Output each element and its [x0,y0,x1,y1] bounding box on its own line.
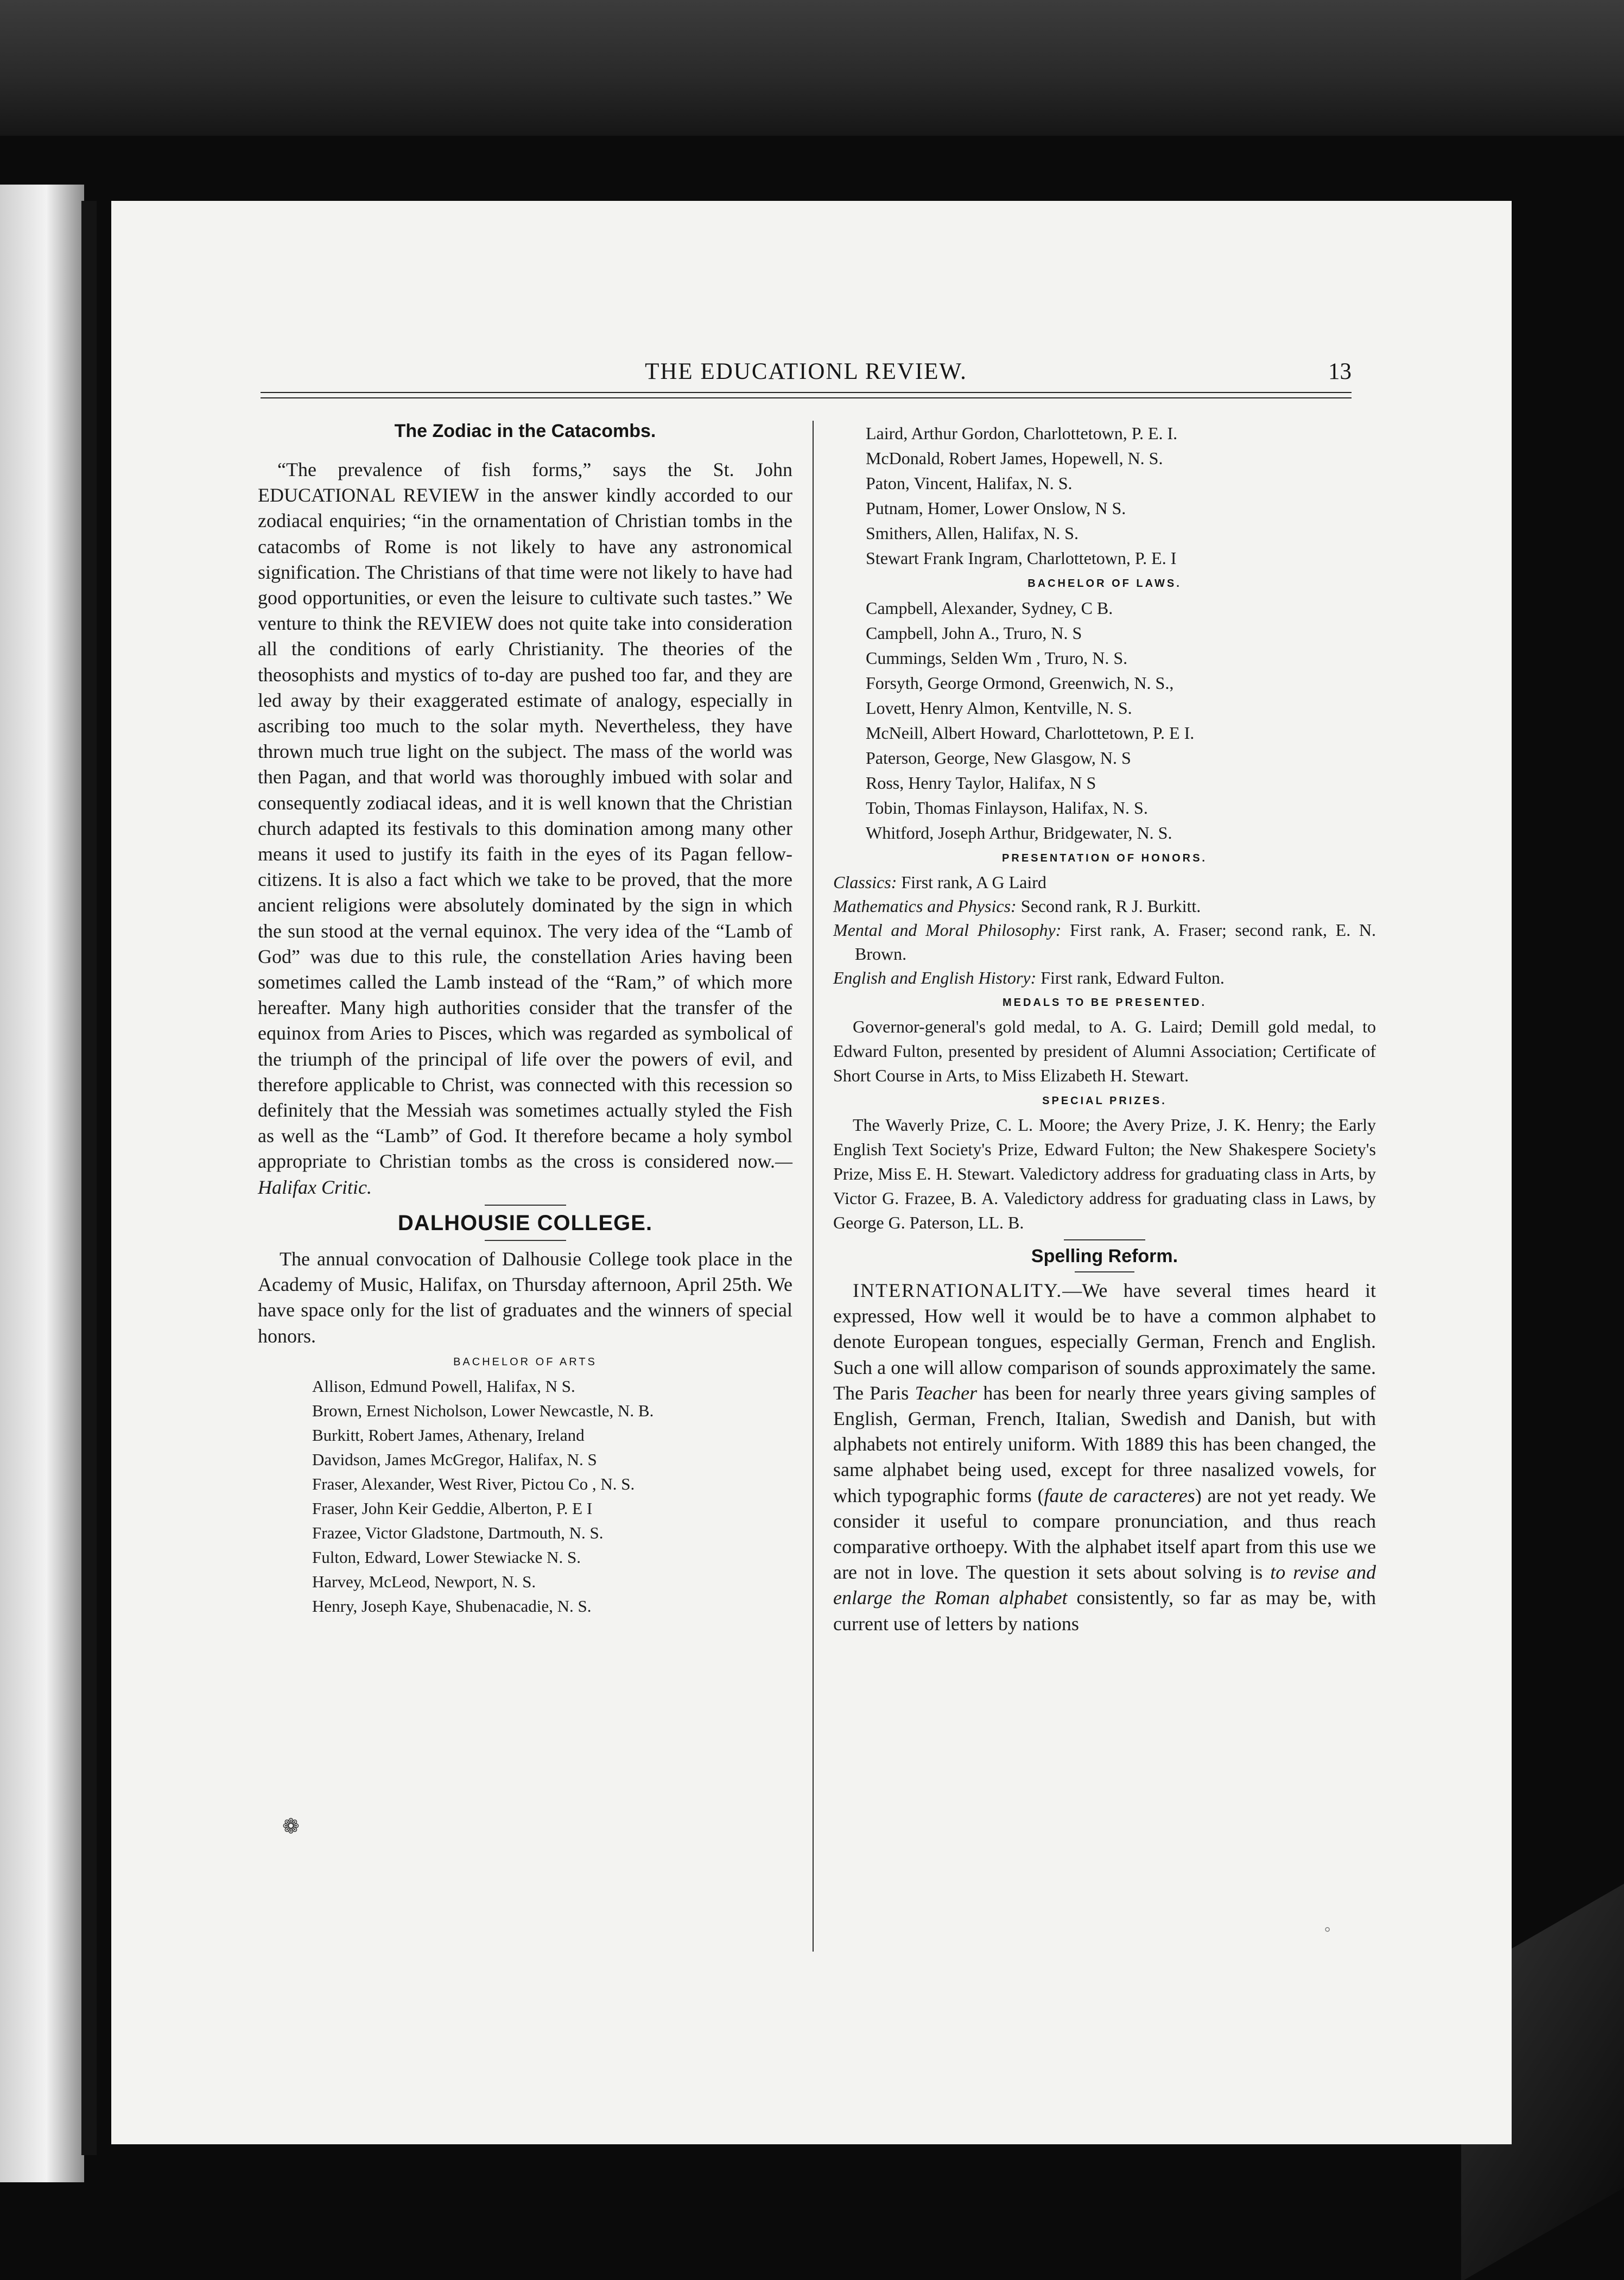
honor-text: Second rank, R J. Burkitt. [1016,896,1201,916]
arts-graduates-list [258,1374,792,1618]
paper-page [111,201,1512,2144]
header-rule [261,397,1352,398]
list-item: Davidson, James McGregor, Halifax, N. S [312,1449,597,1469]
section-divider [1075,1271,1134,1272]
section-divider [1064,1239,1145,1240]
left-column [258,421,792,1618]
list-item: Campbell, Alexander, Sydney, C B. [866,598,1113,618]
honor-subject: English and English History: [833,968,1037,987]
honor-subject: Mathematics and Physics: [833,896,1017,916]
honor-text: First rank, A. Fraser; second rank, E. N. Brown. [855,920,1376,964]
right-column [833,421,1376,1637]
spelling-lead-word: INTERNATIONALITY. [853,1280,1063,1301]
spelling-text: has been for nearly three years giving samples of English, German, French, Italian, Swedish and Danish, but with alphabets not entirely uniform. With 1889 this has been changed, the same alphabet being used, except for three nasalized vowels, for which typographic forms ( [833,1382,1376,1506]
list-item: Paton, Vincent, Halifax, N. S. [866,473,1073,493]
honor-text: First rank, A G Laird [897,872,1046,892]
list-item: McDonald, Robert James, Hopewell, N. S. [866,448,1163,468]
column-divider [813,421,814,1952]
page-header [261,358,1352,415]
honor-subject: Classics: [833,872,897,892]
spelling-text: ) are not yet ready. We consider it useful to compare pronunciation, and thus reach comparative orthoepy. With the alphabet itself apart from this use we are not in love. The question it sets about solving is [833,1484,1376,1584]
list-item: Ross, Henry Taylor, Halifax, N S [866,773,1096,793]
list-item: Burkitt, Robert James, Athenary, Ireland [312,1425,585,1445]
list-item: Smithers, Allen, Halifax, N. S. [866,523,1079,543]
list-item: Fraser, Alexander, West River, Pictou Co , N. S. [312,1474,635,1493]
list-item: Stewart Frank Ingram, Charlottetown, P. E. I [866,548,1177,568]
prizes-paragraph: The Waverly Prize, C. L. Moore; the Avery Prize, J. K. Henry; the Early English Text Society's Prize, Edward Fulton; the New Shakespere Society's Prize, Miss E. H. Stewart. Valedictory address for graduating class in Arts, by Victor G. Frazee, B. A. Valedictory address for graduating class in Laws, by George G. Paterson, LL. B. [833,1115,1376,1232]
spelling-italic: faute de caracteres [1044,1484,1195,1506]
spelling-italic: Teacher [915,1382,978,1404]
list-item: Forsyth, George Ormond, Greenwich, N. S., [866,673,1174,693]
spelling-italic: to revise and enlarge the Roman alphabet [833,1561,1376,1609]
list-item: Campbell, John A., Truro, N. S [866,623,1082,643]
section-divider [485,1205,566,1206]
honor-entry [833,918,1376,966]
dalhousie-intro: The annual convocation of Dalhousie College took place in the Academy of Music, Halifax, on Thursday afternoon, April 25th. We have space only for the list of graduates and the winners of special honors. [258,1247,792,1347]
list-item: Cummings, Selden Wm , Truro, N. S. [866,648,1128,668]
zodiac-attribution: —Halifax Critic. [258,1150,792,1198]
arts-heading: BACHELOR OF ARTS [453,1356,597,1368]
background-shelf [0,0,1624,136]
laws-graduates-list [833,596,1376,845]
laws-heading: BACHELOR OF LAWS. [1027,578,1182,590]
list-item: Paterson, George, New Glasgow, N. S [866,748,1131,768]
article-title-zodiac: The Zodiac in the Catacombs. [394,421,656,441]
list-item: Brown, Ernest Nicholson, Lower Newcastle, N. B. [312,1401,654,1420]
list-item: Lovett, Henry Almon, Kentville, N. S. [866,698,1132,718]
list-item: Laird, Arthur Gordon, Charlottetown, P. E. I. [866,423,1178,443]
page-number: 13 [1328,359,1352,384]
honor-subject: Mental and Moral Philosophy: [833,920,1062,940]
header-rule [261,392,1352,393]
spine-shadow [81,201,97,2155]
honor-entry [833,966,1376,990]
spelling-text: —We have several times heard it expressed, How well it would be to have a common alphabet to denote European tongues, especially German, French and English. Such a one will allow comparison of sounds approximately the same. The Paris [833,1280,1376,1404]
list-item: Whitford, Joseph Arthur, Bridgewater, N. S. [866,823,1172,843]
list-item: Harvey, McLeod, Newport, N. S. [312,1572,536,1591]
honors-heading: PRESENTATION OF HONORS. [1002,852,1207,864]
list-item: Fraser, John Keir Geddie, Alberton, P. E I [312,1498,593,1518]
honor-entry [833,894,1376,918]
article-title-dalhousie: DALHOUSIE COLLEGE. [397,1211,653,1235]
zodiac-body: “The prevalence of fish forms,” says the St. John EDUCATIONAL REVIEW in the answer kindly accorded to our zodiacal enquiries; “in the ornamentation of Christian tombs in the catacombs of Rome is not likely to have any astronomical signification. The Christians of that time were not likely to have had good opportunities, or even the leisure to cultivate such tastes.” We venture to think the REVIEW does not quite take into consideration all the conditions of early Christianity. The theories of the theosophists and mystics of to-day are pushed too far, and they are led away by their exaggerated estimate of analogy, especially in ascribing too much to the solar myth. Nevertheless, they have thrown much true light on the subject. The mass of the world was then Pagan, and that world was thoroughly imbued with solar and consequently zodiacal ideas, and it is well known that the Christian church adapted its festivals to this domination among many other means it used to justify its faith in the eyes of its Pagan fellow-citizens. It is also a fact which we take to be proved, that the more ancient religions were absolutely dominated by the sign in which the sun stood at the vernal equinox. The very idea of the “Lamb of God” was due to this rule, the constellation Aries having been sometimes called the Lamb instead of the “Ram,” of which more hereafter. Many high authorities consider that the transfer of the equinox from Aries to Pisces, which was regarded as symbolical of the triumph of the principal of life over the powers of evil, and therefore applicable to Christ, was connected with this recession so definitely that the Messiah was sometimes actually styled the Fish as well as the “Lamb” of God. It therefore became a holy symbol appropriate to Christian tombs as the cross is considered now. [258,459,792,1173]
arts-graduates-list-continued [833,421,1376,571]
list-item: Henry, Joseph Kaye, Shubenacadie, N. S. [312,1596,592,1616]
ink-smudge-mark: ❁ [282,1815,300,1838]
stray-mark: ° [1324,1924,1331,1941]
list-item: Allison, Edmund Powell, Halifax, N S. [312,1376,575,1396]
book-spine [0,185,84,2182]
article-title-spelling: Spelling Reform. [1031,1246,1178,1266]
zodiac-paragraph [258,457,792,1200]
section-divider [485,1240,566,1241]
list-item: Frazee, Victor Gladstone, Dartmouth, N. S. [312,1523,604,1542]
list-item: Tobin, Thomas Finlayson, Halifax, N. S. [866,798,1148,818]
honor-text: First rank, Edward Fulton. [1036,968,1225,987]
list-item: McNeill, Albert Howard, Charlottetown, P. E I. [866,723,1195,743]
running-title: THE EDUCATIONL REVIEW. [645,359,967,384]
honor-entry [833,870,1376,894]
list-item: Fulton, Edward, Lower Stewiacke N. S. [312,1547,581,1567]
spelling-text: consistently, so far as may be, with current use of letters by nations [833,1587,1376,1635]
medals-paragraph: Governor-general's gold medal, to A. G. Laird; Demill gold medal, to Edward Fulton, presented by president of Alumni Association; Certificate of Short Course in Arts, to Miss Elizabeth H. Stewart. [833,1017,1376,1085]
prizes-heading: SPECIAL PRIZES. [1042,1095,1167,1107]
list-item: Putnam, Homer, Lower Onslow, N S. [866,498,1126,518]
medals-heading: MEDALS TO BE PRESENTED. [1002,997,1207,1009]
spelling-paragraph [833,1278,1376,1637]
